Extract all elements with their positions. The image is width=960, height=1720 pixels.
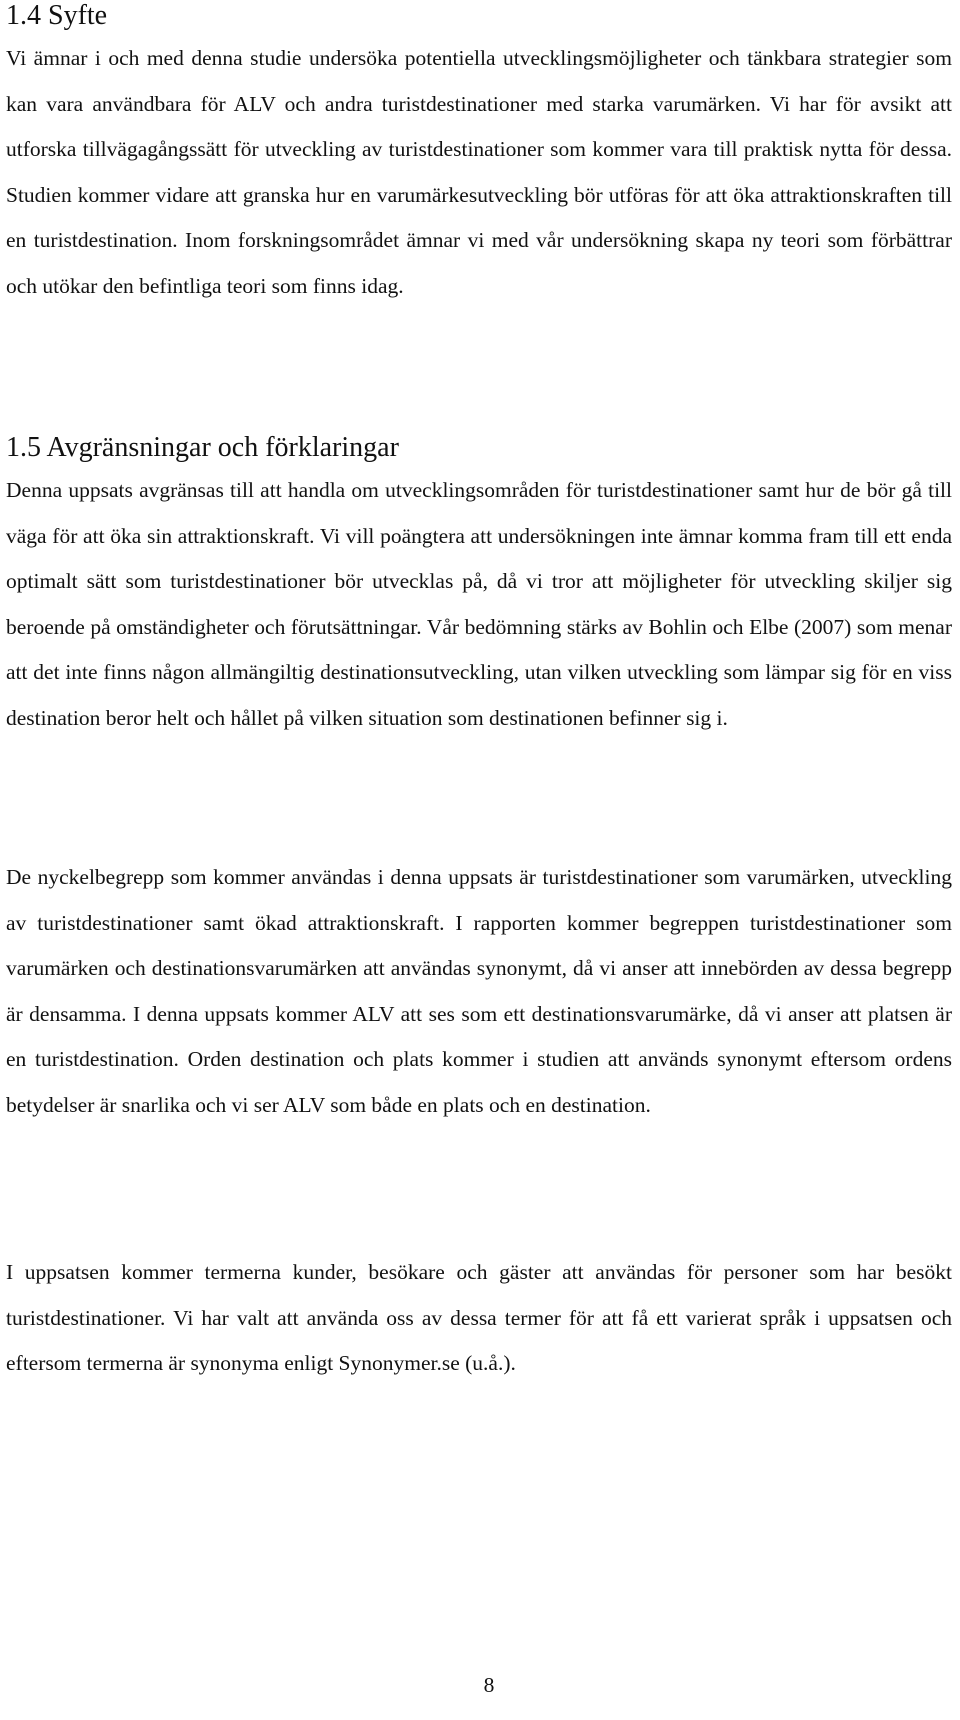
page-number: 8 bbox=[483, 1673, 495, 1697]
paragraph-key-concepts: De nyckelbegrepp som kommer användas i denna uppsats är turistdestinationer som varumärken, utveckling av turistdestinationer samt ökad attraktionskraft. I rapporten kommer begreppen turistdestinationer som varumärken och destinationsvarumärken att användas synonymt, då vi anser att innebörden av dessa begrepp är densamma. I denna uppsats kommer ALV att ses som ett destinationsvarumärke, då vi anser att platsen är en turistdestination. Orden destination och plats kommer i studien att används synonymt eftersom ordens betydelser är snarlika och vi ser ALV som både en plats och en destination. bbox=[6, 865, 952, 1117]
section-purpose bbox=[6, 0, 952, 310]
section-delimitations bbox=[6, 432, 952, 742]
paragraph-purpose: Vi ämnar i och med denna studie undersöka potentiella utvecklingsmöjligheter och tänkbara strategier som kan vara användbara för ALV och andra turistdestinationer med starka varumärken. Vi har för avsikt att utforska tillvägagångssätt för utveckling av turistdestinationer som kommer vara till praktisk nytta för dessa. Studien kommer vidare att granska hur en varumärkesutveckling bör utföras för att öka attraktionskraften till en turistdestination. Inom forskningsområdet ämnar vi med vår undersökning skapa ny teori som förbättrar och utökar den befintliga teori som finns idag. bbox=[6, 46, 952, 298]
paragraph-terminology: I uppsatsen kommer termerna kunder, besökare och gäster att användas för personer som har besökt turistdestinationer. Vi har valt att använda oss av dessa termer för att få ett varierat språk i uppsatsen och eftersom termerna är synonyma enligt Synonymer.se (u.å.). bbox=[6, 1260, 952, 1376]
paragraph-delimitations: Denna uppsats avgränsas till att handla om utvecklingsområden för turistdestinationer samt hur de bör gå till väga för att öka sin attraktionskraft. Vi vill poängtera att undersökningen inte ämnar komma fram till ett enda optimalt sätt som turistdestinationer bör utvecklas på, då vi tror att möjligheter för utveckling skiljer sig beroende på omständigheter och förutsättningar. Vår bedömning stärks av Bohlin och Elbe (2007) som menar att det inte finns någon allmängiltig destinationsutveckling, utan vilken utveckling som lämpar sig för en viss destination beror helt och hållet på vilken situation som destinationen befinner sig i. bbox=[6, 478, 952, 730]
section-heading-purpose: 1.4 Syfte bbox=[6, 0, 108, 31]
section-heading-delimitations: 1.5 Avgränsningar och förklaringar bbox=[6, 432, 399, 463]
